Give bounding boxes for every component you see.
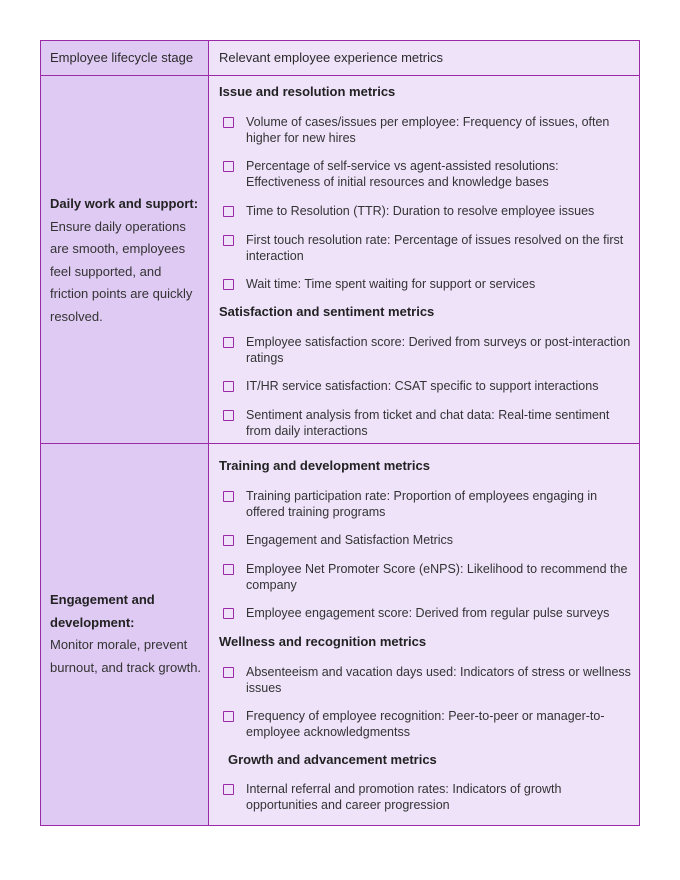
stage-title: Daily work and support: bbox=[50, 196, 199, 211]
section-heading: Wellness and recognition metrics bbox=[219, 634, 427, 649]
metric-text: Sentiment analysis from ticket and chat data: Real-time sentiment from daily interactions bbox=[246, 408, 610, 438]
metric-text: IT/HR service satisfaction: CSAT specific to support interactions bbox=[246, 379, 599, 393]
stage-description: Monitor morale, prevent burnout, and track growth. bbox=[50, 637, 202, 675]
metrics-cell-engagement bbox=[209, 444, 639, 825]
metric-text: Employee Net Promoter Score (eNPS): Likelihood to recommend the company bbox=[246, 562, 628, 592]
stage-title: Engagement and development: bbox=[50, 592, 155, 630]
checkbox[interactable] bbox=[223, 667, 234, 678]
checkbox[interactable] bbox=[223, 564, 234, 575]
checkbox[interactable] bbox=[223, 337, 234, 348]
checkbox[interactable] bbox=[223, 410, 234, 421]
stage-text bbox=[50, 589, 202, 679]
checkbox[interactable] bbox=[223, 161, 234, 172]
metric-text: Internal referral and promotion rates: Indicators of growth opportunities and career progression bbox=[246, 782, 562, 812]
checkbox[interactable] bbox=[223, 784, 234, 795]
section-heading: Satisfaction and sentiment metrics bbox=[219, 304, 435, 319]
section-heading: Training and development metrics bbox=[219, 458, 430, 473]
header-experience-metrics: Relevant employee experience metrics bbox=[209, 41, 639, 76]
stage-text bbox=[50, 193, 202, 328]
checkbox[interactable] bbox=[223, 381, 234, 392]
checkbox[interactable] bbox=[223, 608, 234, 619]
metric-text: First touch resolution rate: Percentage of issues resolved on the first interaction bbox=[246, 233, 624, 263]
metric-text: Engagement and Satisfaction Metrics bbox=[246, 533, 454, 547]
stage-cell-daily-work bbox=[41, 76, 209, 444]
checkbox[interactable] bbox=[223, 117, 234, 128]
metrics-cell-daily-work bbox=[209, 76, 639, 444]
checkbox[interactable] bbox=[223, 206, 234, 217]
header-lifecycle-stage: Employee lifecycle stage bbox=[41, 41, 209, 76]
metric-text: Training participation rate: Proportion of employees engaging in offered training programs bbox=[246, 489, 598, 519]
metric-text: Frequency of employee recognition: Peer-to-peer or manager-to-employee acknowledgmentss bbox=[246, 709, 605, 739]
checkbox[interactable] bbox=[223, 491, 234, 502]
metric-text: Employee satisfaction score: Derived from surveys or post-interaction ratings bbox=[246, 335, 631, 365]
checkbox[interactable] bbox=[223, 535, 234, 546]
metrics-table bbox=[40, 40, 640, 826]
stage-description: Ensure daily operations are smooth, employees feel supported, and friction points are quickly resolved. bbox=[50, 218, 193, 324]
section-heading: Issue and resolution metrics bbox=[219, 84, 396, 99]
metric-text: Time to Resolution (TTR): Duration to resolve employee issues bbox=[246, 204, 595, 218]
section-heading: Growth and advancement metrics bbox=[228, 752, 437, 767]
checkbox[interactable] bbox=[223, 235, 234, 246]
stage-cell-engagement bbox=[41, 444, 209, 825]
metric-text: Employee engagement score: Derived from regular pulse surveys bbox=[246, 606, 610, 620]
metric-text: Absenteeism and vacation days used: Indicators of stress or wellness issues bbox=[246, 665, 631, 695]
metric-text: Percentage of self-service vs agent-assisted resolutions: Effectiveness of initial resources and knowledge bases bbox=[246, 159, 559, 189]
metric-text: Volume of cases/issues per employee: Frequency of issues, often higher for new hires bbox=[246, 115, 610, 145]
checkbox[interactable] bbox=[223, 711, 234, 722]
metric-text: Wait time: Time spent waiting for support or services bbox=[246, 277, 536, 291]
checkbox[interactable] bbox=[223, 279, 234, 290]
